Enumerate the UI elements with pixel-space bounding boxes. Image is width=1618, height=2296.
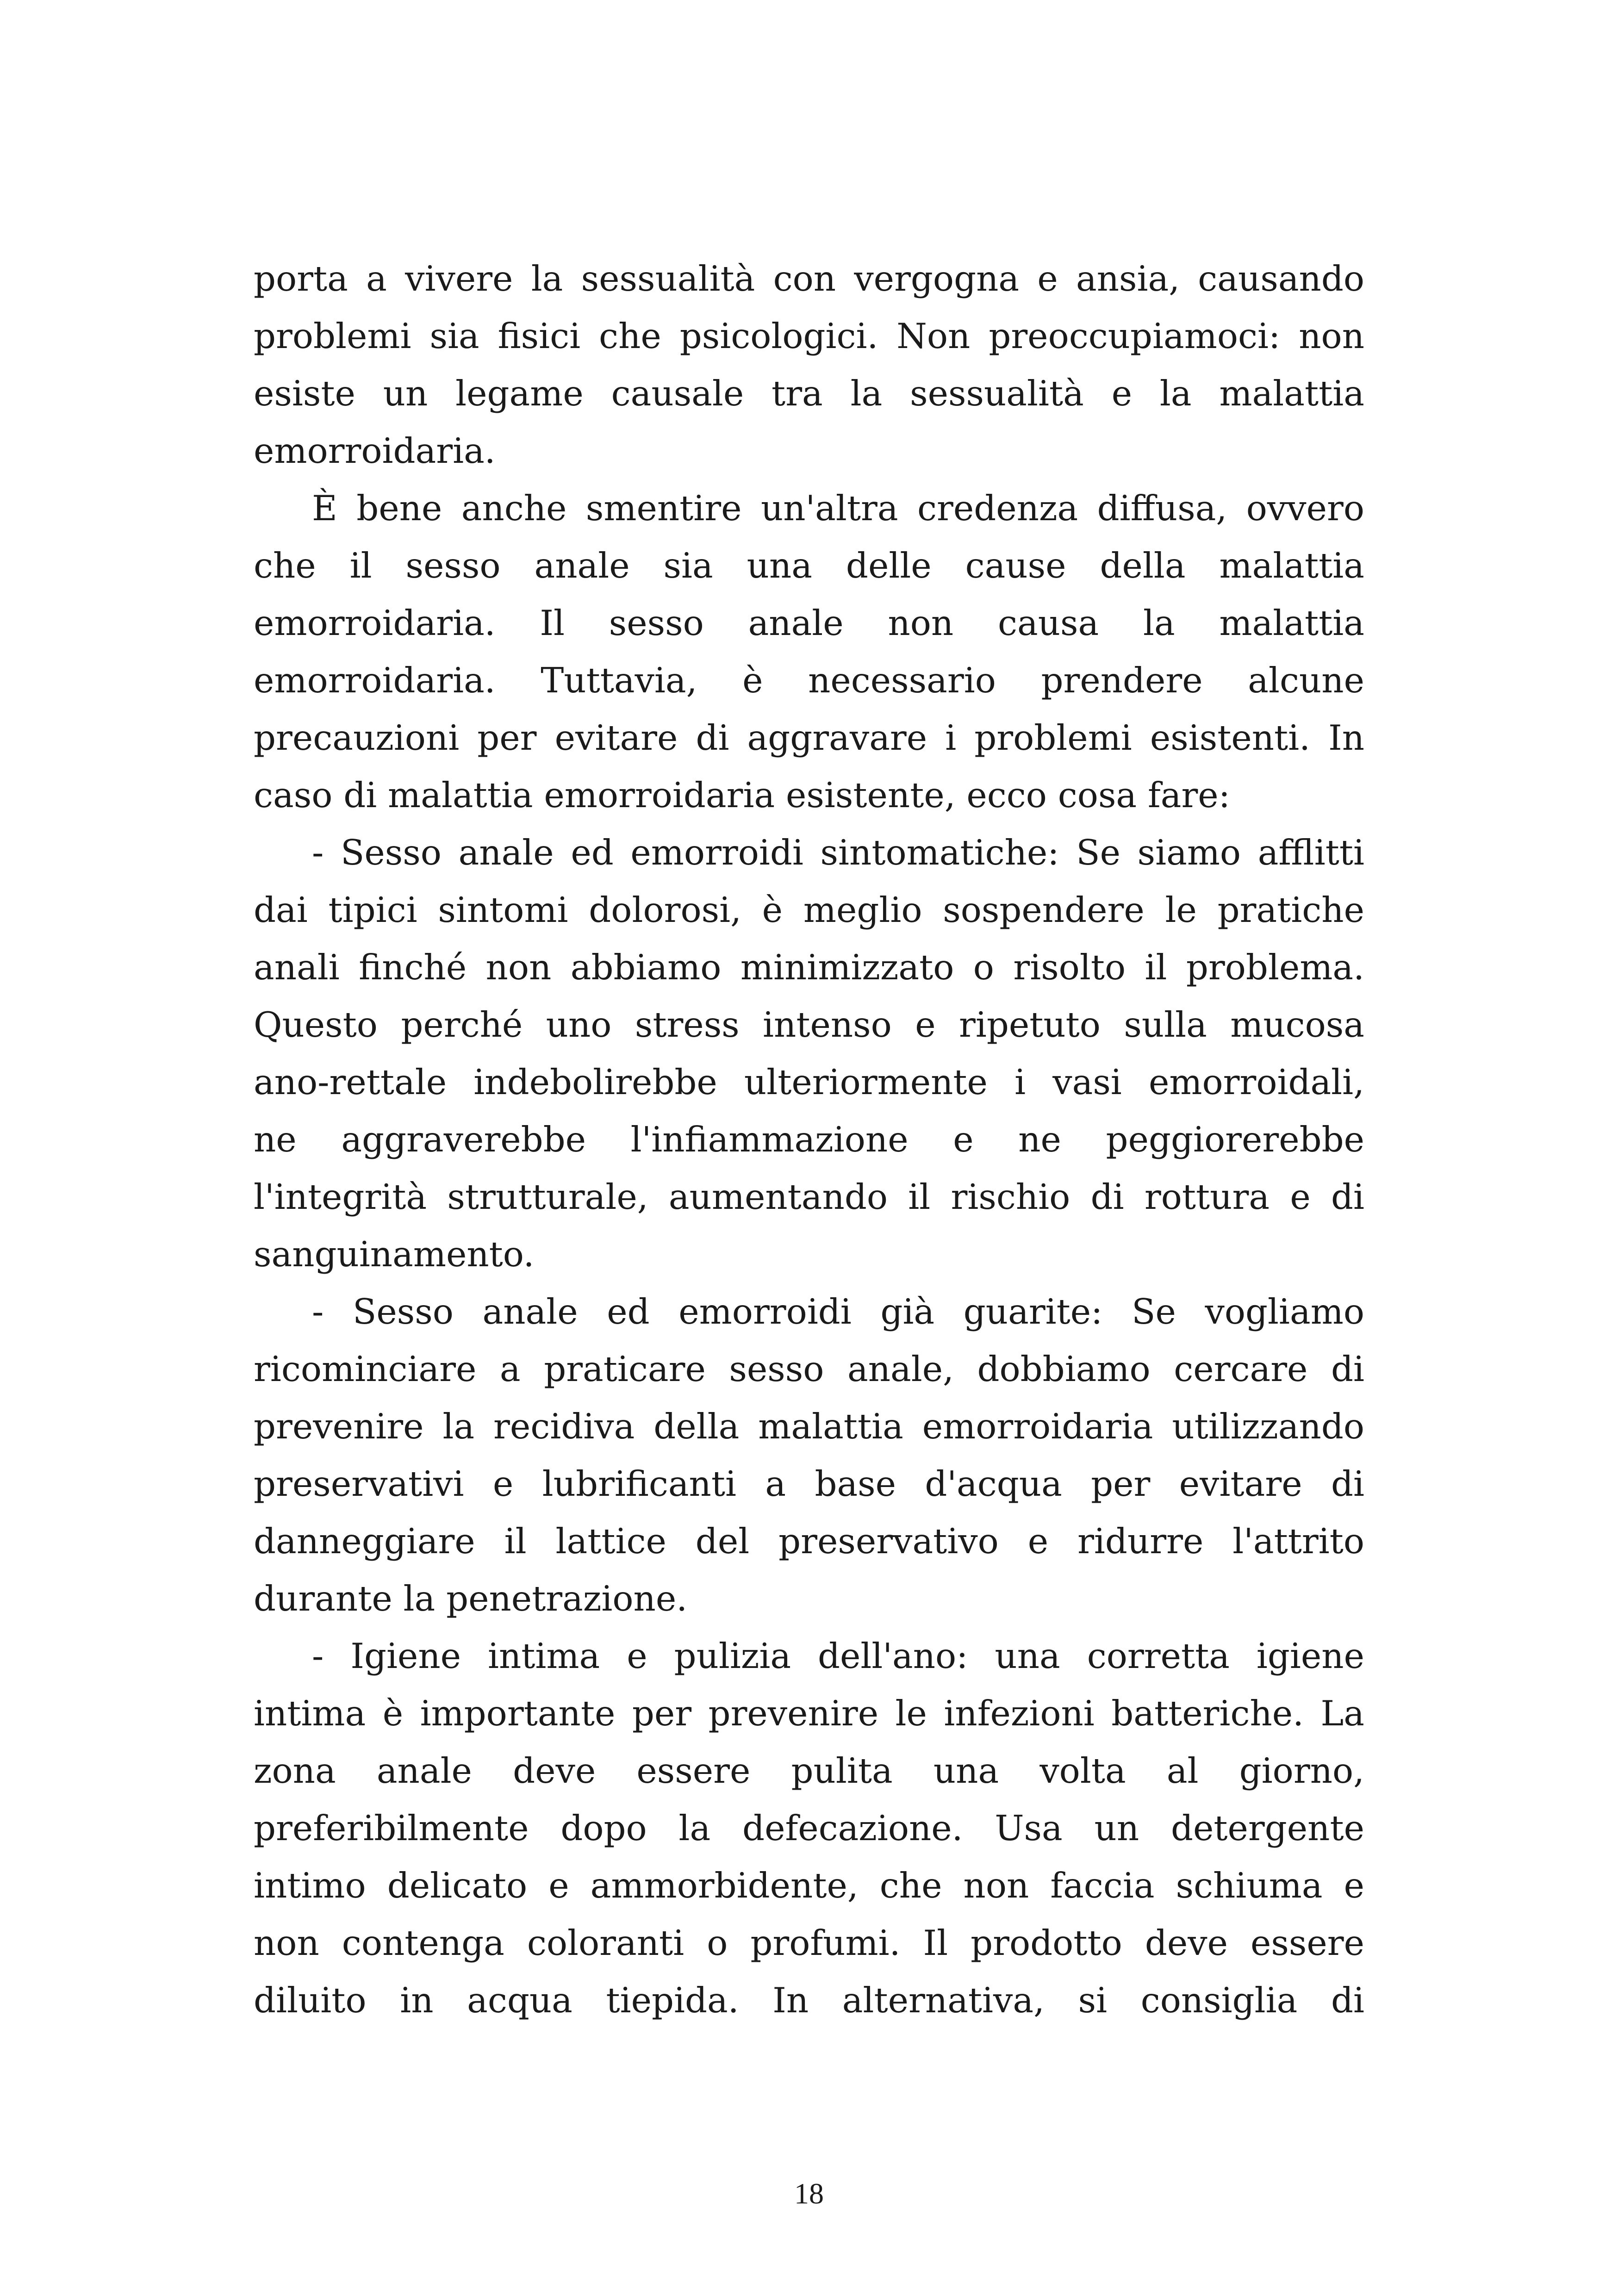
text-line: l'integrità strutturale, aumentando il rischio di rottura e di: [254, 1176, 1364, 1217]
text-line: non contenga coloranti o profumi. Il prodotto deve essere: [254, 1923, 1364, 1963]
text-line: prevenire la recidiva della malattia emorroidaria utilizzando: [254, 1406, 1364, 1447]
text-line: - Sesso anale ed emorroidi già guarite: Se vogliamo: [312, 1291, 1364, 1332]
text-line: diluito in acqua tiepida. In alternativa, si consiglia di: [254, 1980, 1364, 2021]
text-line: emorroidaria.: [254, 430, 496, 471]
text-line: sanguinamento.: [254, 1234, 535, 1275]
text-line: emorroidaria. Tuttavia, è necessario prendere alcune: [254, 660, 1364, 701]
text-line: che il sesso anale sia una delle cause della malattia: [254, 545, 1364, 586]
text-line: - Igiene intima e pulizia dell'ano: una corretta igiene: [312, 1636, 1364, 1676]
text-line: caso di malattia emorroidaria esistente, ecco cosa fare:: [254, 775, 1230, 815]
text-line: zona anale deve essere pulita una volta al giorno,: [254, 1750, 1364, 1791]
text-line: precauzioni per evitare di aggravare i problemi esistenti. In: [254, 717, 1364, 758]
page-number: 18: [794, 2177, 824, 2210]
text-line: emorroidaria. Il sesso anale non causa la malattia: [254, 603, 1364, 643]
text-line: problemi sia fisici che psicologici. Non preoccupiamoci: non: [254, 316, 1364, 356]
text-line: dai tipici sintomi dolorosi, è meglio sospendere le pratiche: [254, 890, 1364, 930]
body-text: [254, 250, 1364, 2029]
text-line: anali finché non abbiamo minimizzato o risolto il problema.: [254, 947, 1364, 988]
text-line: porta a vivere la sessualità con vergogna e ansia, causando: [254, 258, 1364, 299]
text-line: intima è importante per prevenire le infezioni batteriche. La: [254, 1693, 1364, 1734]
text-line: ricominciare a praticare sesso anale, dobbiamo cercare di: [254, 1349, 1364, 1389]
text-line: danneggiare il lattice del preservativo e ridurre l'attrito: [254, 1521, 1364, 1562]
text-line: È bene anche smentire un'altra credenza diffusa, ovvero: [312, 488, 1364, 529]
text-line: preferibilmente dopo la defecazione. Usa un detergente: [254, 1808, 1364, 1848]
text-line: durante la penetrazione.: [254, 1578, 688, 1619]
text-line: ano-rettale indebolirebbe ulteriormente i vasi emorroidali,: [254, 1062, 1364, 1102]
text-line: preservativi e lubrificanti a base d'acqua per evitare di: [254, 1463, 1364, 1504]
text-line: esiste un legame causale tra la sessualità e la malattia: [254, 373, 1364, 414]
text-line: intimo delicato e ammorbidente, che non faccia schiuma e: [254, 1865, 1364, 1906]
text-line: ne aggraverebbe l'infiammazione e ne peggiorerebbe: [254, 1119, 1364, 1160]
text-line: Questo perché uno stress intenso e ripetuto sulla mucosa: [254, 1004, 1364, 1045]
text-line: - Sesso anale ed emorroidi sintomatiche: Se siamo afflitti: [312, 832, 1364, 873]
